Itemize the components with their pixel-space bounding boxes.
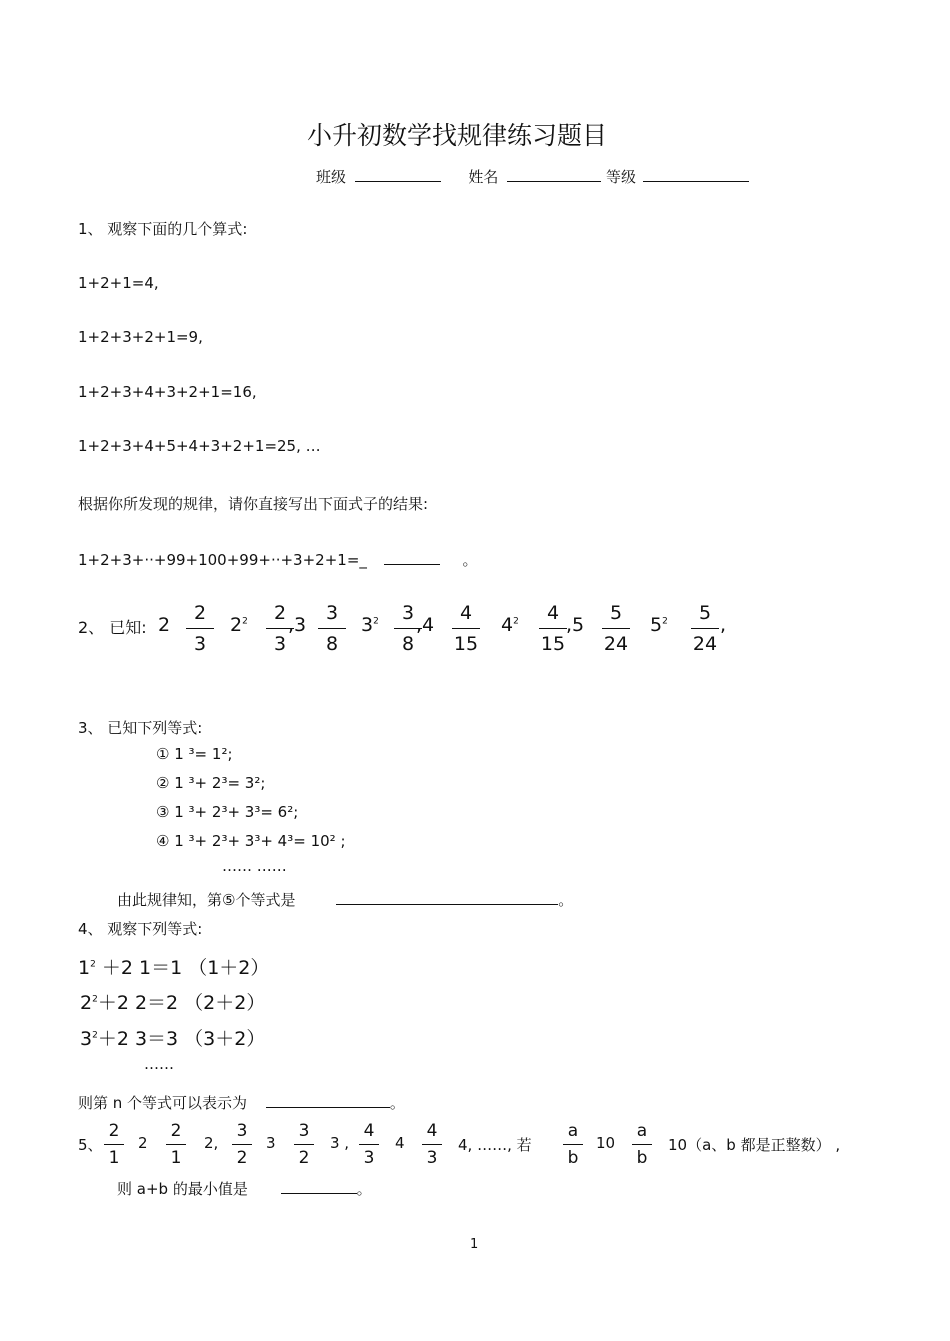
q5-between-1: 2: [138, 1134, 148, 1152]
q2-frac-4: 5 24: [603, 602, 629, 655]
q5-frac-8: a b: [626, 1120, 658, 1169]
class-label: 班级: [316, 168, 347, 186]
q4-end: 。: [389, 1094, 405, 1112]
q5-conclusion: 则 a+b 的最小值是: [117, 1180, 248, 1198]
q1-end: 。: [462, 551, 478, 569]
q3-conclusion-row: [117, 889, 573, 910]
q2-label: 2、 已知:: [78, 618, 147, 637]
q2-power-3: $4^2$: [501, 614, 519, 636]
q1-line-3: 1+2+3+4+3+2+1=16,: [78, 383, 257, 401]
q2-tail-1: ,3: [288, 614, 307, 636]
q4-conclusion-row: [78, 1092, 405, 1113]
q2-frac-3: 4 15: [453, 602, 479, 655]
q2-frac-1b: 2 3: [260, 600, 300, 657]
q5-frac-5: 4 3: [353, 1120, 385, 1169]
q4-row-1: $1^2 +2$ 1＝1 （1＋2）: [78, 957, 270, 979]
q2-frac-2: 3 8: [312, 600, 352, 657]
q4-answer-blank[interactable]: [266, 1093, 390, 1108]
q2-power-2: $3^2$: [361, 614, 379, 636]
q5-frac-7: a b: [557, 1120, 589, 1169]
q2-frac-4b: 5 24: [692, 602, 718, 655]
q3-prompt: 3、 已知下列等式:: [78, 719, 203, 737]
q4-dots: ……: [144, 1055, 174, 1073]
q2-frac-1: 2 3: [180, 600, 220, 657]
page-title: 小升初数学找规律练习题目: [307, 121, 608, 150]
q1-line-2: 1+2+3+2+1=9,: [78, 328, 203, 346]
q5-between-7: 10: [596, 1134, 616, 1152]
q4-conclusion: 则第 n 个等式可以表示为: [78, 1094, 248, 1112]
class-blank[interactable]: [355, 167, 441, 182]
q2-frac-3b: 4 15: [540, 602, 566, 655]
q5-conclusion-row: [117, 1178, 372, 1199]
q2-power-1: $2^2$: [230, 614, 248, 636]
q5-end: 。: [356, 1180, 372, 1198]
q5-between-5: 4: [395, 1134, 405, 1152]
q5-label: 5、: [78, 1136, 103, 1154]
q2-power-4: $5^2$: [650, 614, 668, 636]
q2-tail-4: ,: [720, 614, 727, 636]
name-label: 姓名: [468, 168, 499, 186]
q3-end: 。: [558, 891, 574, 909]
q4-row-2: $2^2+2$ 2＝2 （2＋2）: [80, 992, 266, 1014]
header-fields: [316, 166, 749, 187]
q3-answer-blank[interactable]: [336, 890, 558, 905]
q3-row-1: ① 1 ³= 1²;: [156, 745, 233, 763]
q1-instruction: 根据你所发现的规律，请你直接写出下面式子的结果:: [78, 495, 429, 513]
q1-expression: 1+2+3+··+99+100+99+··+3+2+1=_: [78, 551, 367, 569]
q5-frac-6: 4 3: [416, 1120, 448, 1169]
page-number: 1: [470, 1237, 479, 1252]
q5-answer-blank[interactable]: [281, 1179, 357, 1194]
q5-between-4: 3 ,: [330, 1134, 350, 1152]
grade-blank[interactable]: [643, 167, 749, 182]
q2-frac-2b: 3 8: [388, 600, 428, 657]
q5-between-2: 2,: [204, 1134, 219, 1152]
q3-dots: …… ……: [222, 857, 287, 875]
q3-row-2: ② 1 ³+ 2³= 3²;: [156, 774, 266, 792]
name-blank[interactable]: [507, 167, 601, 182]
q2-lead: 2: [158, 614, 171, 636]
q1-line-1: 1+2+1=4,: [78, 274, 159, 292]
q5-between-6: 4, ……, 若: [458, 1136, 532, 1154]
q2-tail-3: ,5: [566, 614, 585, 636]
q5-frac-2: 2 1: [160, 1120, 192, 1169]
q3-row-3: ③ 1 ³+ 2³+ 3³= 6²;: [156, 803, 299, 821]
q5-frac-3: 3 2: [226, 1120, 258, 1169]
q5-between-8: 10（a、b 都是正整数） ,: [668, 1136, 841, 1154]
q5-frac-4: 3 2: [288, 1120, 320, 1169]
q1-expression-row: [78, 549, 477, 570]
q5-frac-1: 2 1: [98, 1120, 130, 1169]
q5-between-3: 3: [266, 1134, 276, 1152]
grade-label: 等级: [605, 168, 636, 186]
q1-answer-blank[interactable]: [384, 550, 440, 565]
q3-conclusion: 由此规律知，第⑤个等式是: [117, 891, 296, 909]
q4-prompt: 4、 观察下列等式:: [78, 920, 203, 938]
q1-prompt: 1、 观察下面的几个算式:: [78, 220, 248, 238]
q1-line-4: 1+2+3+4+5+4+3+2+1=25, …: [78, 437, 321, 455]
q3-row-4: ④ 1 ³+ 2³+ 3³+ 4³= 10² ;: [156, 832, 346, 850]
q2-tail-2: ,4: [416, 614, 435, 636]
q4-row-3: $3^2+2$ 3＝3 （3＋2）: [80, 1028, 266, 1050]
